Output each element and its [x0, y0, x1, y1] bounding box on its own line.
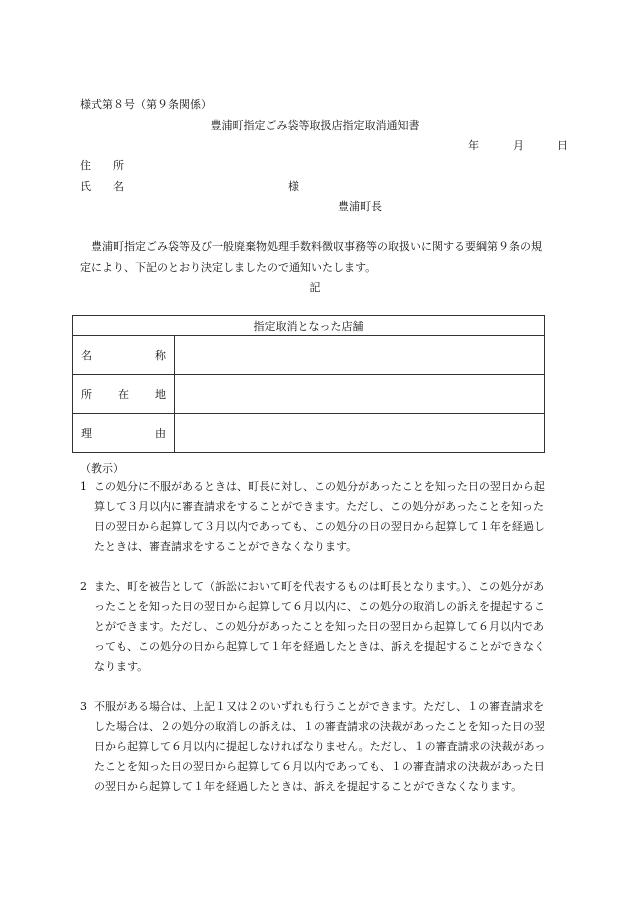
date-day: 日 [557, 139, 568, 152]
table-row [73, 336, 545, 375]
store-table-header: 指定取消となった店舗 [73, 316, 545, 336]
row-value-location [175, 375, 545, 414]
ki-marker: 記 [309, 281, 321, 294]
notice-number: 2 [80, 580, 87, 593]
form-reference: 様式第８号（第９条関係） [80, 98, 212, 111]
date-month: 月 [513, 139, 524, 152]
honorific: 様 [288, 180, 299, 193]
row-label-reason: 理 由 [73, 414, 175, 453]
notice-text: また、町を被告として（訴訟において町を代表するものは町長となります。）、この処分があったことを知った日の翌日から起算して６月以内に、この処分の取消しの訴えを提起することができます。ただし、この処分があったことを知った日の翌日から起算して６月以内であっても、この処分の日から起算して１年を経過したときは、訴えを提起することができなくなります。 [94, 580, 545, 673]
date-year: 年 [468, 139, 479, 152]
row-value-name [175, 336, 545, 375]
notice-heading: （教示） [80, 462, 124, 475]
table-row [73, 414, 545, 453]
notice-text: 不服がある場合は、上記１又は２のいずれも行うことができます。ただし、１の審査請求をした場合は、２の処分の取消しの訴えは、１の審査請求の決裁があったことを知った日の翌日から起算して６月以内に提起しなければなりません。ただし、１の審査請求の決裁があったことを知った日の翌日から起算して６月以内であっても、１の審査請求の決裁があった日の翌日から起算して１年を経過したときは、訴えを提起することができなくなります。 [94, 700, 546, 793]
date-line [468, 137, 568, 153]
notice-item [80, 697, 552, 797]
document-title: 豊浦町指定ごみ袋等取扱店指定取消通知書 [210, 119, 420, 132]
row-value-reason [175, 414, 545, 453]
store-table [72, 315, 545, 453]
notice-body: 豊浦町指定ごみ袋等及び一般廃棄物処理手数料徴収事務等の取扱いに関する要綱第９条の規定により、下記のとおり決定しましたので通知いたします。 [80, 240, 542, 274]
issuer: 豊浦町長 [338, 200, 382, 213]
row-label-location: 所 在 地 [73, 375, 175, 414]
address-label: 住 所 [80, 159, 124, 172]
notice-number: 1 [80, 480, 87, 493]
notice-text: この処分に不服があるときは、町長に対し、この処分があったことを知った日の翌日から起算して３月以内に審査請求をすることができます。ただし、この処分があったことを知った日の翌日から起算して３月以内であっても、この処分の日の翌日から起算して１年を経過したときは、審査請求をすることができなくなります。 [94, 480, 545, 553]
table-row [73, 375, 545, 414]
name-label: 氏 名 [80, 180, 124, 193]
notice-item [80, 477, 552, 557]
notice-item [80, 577, 552, 677]
notice-number: 3 [80, 700, 87, 713]
row-label-name: 名 称 [73, 336, 175, 375]
